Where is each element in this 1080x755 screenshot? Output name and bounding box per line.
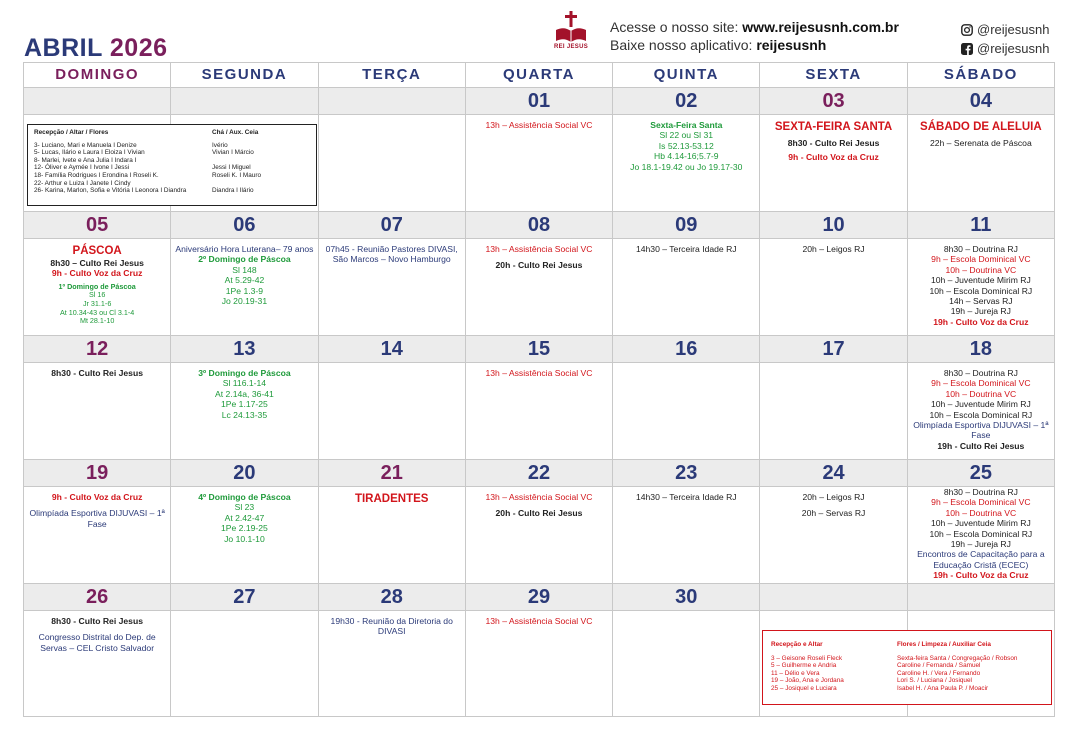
day-number: 07 [319, 212, 466, 239]
box-cell: Jessi I Miguel [212, 164, 251, 172]
day-number: 22 [466, 460, 613, 487]
event: 2º Domingo de Páscoa [198, 254, 291, 265]
reading: Jr 31.1-6 [82, 299, 112, 308]
box-cell [212, 180, 310, 188]
day-number [319, 88, 466, 115]
box-header: Flores / Limpeza / Auxiliar Ceia [897, 641, 991, 648]
event: 9h - Culto Voz da Cruz [51, 268, 143, 279]
day-cell [760, 238, 907, 336]
event: 07h45 - Reunião Pastores DIVASI, São Marcos – Novo Hamburgo [325, 244, 458, 265]
event: 8h30 – Doutrina RJ [943, 244, 1018, 254]
event: Encontros de Capacitação para a Educação Cristã (ECEC) [917, 549, 1045, 570]
weekday-tue: TERÇA [319, 63, 466, 88]
volunteer-schedule-box [27, 124, 317, 206]
day-number: 13 [171, 336, 318, 363]
box-cell: 25 – Josiquel e Luciara [771, 684, 837, 692]
instagram-handle[interactable]: @reijesusnh [977, 22, 1050, 37]
event: 14h – Servas RJ [949, 296, 1013, 307]
week-4-events [24, 486, 1055, 584]
day-cell [466, 114, 613, 212]
box-cell: Sexta-feira Santa / Congregação / Robson [897, 654, 1018, 662]
box-cell: Vivian I Márcio [212, 149, 254, 157]
month-title [24, 34, 168, 63]
box-header: Chá / Aux. Ceia [212, 129, 259, 136]
weekday-sat: SÁBADO [908, 63, 1055, 88]
day-cell [760, 486, 907, 584]
week-3-events [24, 362, 1055, 460]
day-cell [319, 114, 466, 212]
box-cell: Lori S. / Luciana / Josiquel [897, 677, 972, 685]
day-number: 08 [466, 212, 613, 239]
event: 20h – Servas RJ [801, 508, 866, 519]
event: Olimpíada Esportiva DIJUVASI – 1ª Fase [29, 508, 165, 529]
year: 2026 [109, 34, 168, 62]
day-number: 29 [466, 584, 613, 611]
reading: Jo 10.1-10 [224, 533, 265, 544]
event: 4º Domingo de Páscoa [198, 492, 291, 502]
event: 19h - Culto Rei Jesus [937, 440, 1025, 451]
event: 13h – Assistência Social VC [485, 368, 593, 378]
box-cell: 19 – João, Ana e Jordana [771, 677, 844, 685]
day-number: 06 [171, 212, 318, 239]
day-cell [613, 114, 760, 212]
event: 19h30 - Reunião da Diretoria do DIVASI [330, 616, 453, 637]
day-number: 28 [319, 584, 466, 611]
event: 10h – Juventude Mirim RJ [930, 275, 1031, 286]
event: Aniversário Hora Luterana– 79 anos [175, 244, 314, 254]
day-cell [319, 610, 466, 717]
event: 8h30 – Doutrina RJ [943, 487, 1018, 497]
day-number: 23 [613, 460, 760, 487]
day-number: 04 [908, 88, 1055, 115]
logo-text: REI JESUS [553, 44, 589, 50]
box-header: Recepção e Altar [771, 641, 823, 648]
event: 1º Domingo de Páscoa [58, 281, 136, 291]
day-number: 20 [171, 460, 318, 487]
event: 10h – Escola Dominical RJ [929, 409, 1033, 420]
day-number: 10 [760, 212, 907, 239]
event: 9h - Culto Voz da Cruz [788, 152, 879, 163]
site-info [610, 18, 899, 54]
reading: At 10.34-43 ou Cl 3.1-4 [59, 307, 135, 317]
day-cell [760, 114, 907, 212]
day-cell [24, 486, 171, 584]
box-cell: 3- Luciano, Mari e Manuela I Denize [34, 141, 137, 149]
weekday-fri: SEXTA [760, 63, 907, 88]
weekday-sun: DOMINGO [24, 63, 171, 88]
box-cell: Caroline / Fernanda / Samuel [897, 662, 981, 670]
day-number: 12 [24, 336, 171, 363]
weekday-thu: QUINTA [613, 63, 760, 88]
box-cell: Roseli K. I Mauro [212, 171, 262, 179]
day-number: 05 [24, 212, 171, 239]
reading: 1Pe 1.17-25 [221, 399, 268, 410]
day-number: 21 [319, 460, 466, 487]
social-links [960, 20, 1049, 58]
day-cell [171, 486, 318, 584]
day-number: 02 [613, 88, 760, 115]
app-prefix: Baixe nosso aplicativo: [610, 37, 757, 53]
weekday-header [24, 63, 1055, 88]
week-1-numbers [24, 88, 1055, 114]
day-number: 17 [760, 336, 907, 363]
day-number: 19 [24, 460, 171, 487]
reading: Hb 4.14-16;5.7-9 [654, 151, 719, 162]
event: 14h30 – Terceira Idade RJ [635, 244, 737, 254]
box-cell: 5- Lucas, Ilário e Laura I Eloiza I Vivian [34, 149, 145, 157]
box-cell: 26- Karina, Marlon, Sofia e Vitória I Leonora I Diandra [34, 187, 187, 195]
reading: Jo 18.1-19.42 ou Jo 19.17-30 [630, 161, 743, 172]
day-cell [24, 610, 171, 717]
week-2-events [24, 238, 1055, 336]
event: 19h – Jureja RJ [950, 539, 1011, 550]
week-5-numbers [24, 584, 1055, 610]
event: 9h – Escola Dominical VC [931, 378, 1031, 389]
event: 20h - Culto Rei Jesus [495, 260, 583, 271]
reading: Lc 24.13-35 [221, 409, 268, 420]
day-number: 09 [613, 212, 760, 239]
event: Congresso Distrital do Dep. de Servas – CEL Cristo Salvador [38, 632, 156, 653]
site-prefix: Acesse o nosso site: [610, 19, 743, 35]
day-number: 27 [171, 584, 318, 611]
day-number: 25 [908, 460, 1055, 487]
holiday-title: SEXTA-FEIRA SANTA [774, 121, 893, 133]
day-number: 11 [908, 212, 1055, 239]
event: 10h – Juventude Mirim RJ [930, 399, 1031, 410]
day-number: 01 [466, 88, 613, 115]
day-cell [613, 238, 760, 336]
event: 19h - Culto Voz da Cruz [933, 570, 1029, 581]
day-cell [171, 238, 318, 336]
event: 10h – Escola Dominical RJ [929, 528, 1033, 539]
reading: 1Pe 2.19-25 [221, 523, 268, 534]
day-cell [171, 362, 318, 460]
day-cell [760, 362, 907, 460]
box-cell: 8- Marlei, Ivete e Ana Julia I Indara I [34, 156, 137, 164]
day-cell [466, 486, 613, 584]
event: 10h – Juventude Mirim RJ [930, 518, 1031, 529]
day-cell [466, 610, 613, 717]
box-cell: 12- Óliver e Aymée I Ivone I Jessi [34, 164, 130, 172]
event: 10h – Doutrina VC [945, 388, 1017, 399]
box-cell: Ivério [212, 141, 228, 149]
day-cell [613, 486, 760, 584]
day-number: 18 [908, 336, 1055, 363]
event: 8h30 - Culto Rei Jesus [51, 616, 143, 626]
box-cell: Caroline H. / Vera / Fernando [897, 669, 981, 677]
reading: Sl 116.1-14 [222, 378, 267, 389]
event: 3º Domingo de Páscoa [198, 368, 291, 378]
day-cell [319, 238, 466, 336]
reading: At 2.42-47 [224, 512, 265, 523]
church-logo [553, 10, 589, 54]
box-cell: 18- Família Rodrigues I Erondina I Roseli K. [34, 171, 159, 179]
holiday-title: SÁBADO DE ALELUIA [920, 121, 1042, 133]
event: 14h30 – Terceira Idade RJ [635, 492, 737, 502]
congregation-schedule-box [762, 630, 1052, 705]
week-4-numbers [24, 460, 1055, 486]
event: 19h - Culto Voz da Cruz [933, 316, 1029, 327]
facebook-icon [960, 42, 973, 55]
day-cell [319, 486, 466, 584]
event: 9h – Escola Dominical VC [931, 497, 1031, 508]
box-cell: 5 – Guilherme e Andria [771, 662, 837, 670]
box-cell: 3 – Geisone Roseli Fleck [771, 654, 843, 662]
day-cell [908, 114, 1055, 212]
reading: 1Pe 1.3-9 [225, 285, 264, 296]
day-cell [908, 362, 1055, 460]
event: 10h – Escola Dominical RJ [929, 285, 1033, 296]
site-url[interactable]: www.reijesusnh.com.br [742, 19, 899, 35]
event: 13h – Assistência Social VC [485, 244, 593, 254]
day-cell [319, 362, 466, 460]
day-cell [908, 486, 1055, 584]
weekday-wed: QUARTA [466, 63, 613, 88]
month-name: ABRIL [24, 34, 103, 62]
holiday-title: TIRADENTES [354, 493, 429, 505]
app-name: reijesusnh [756, 37, 827, 53]
reading: Sl 148 [232, 264, 257, 275]
event: 20h - Culto Rei Jesus [495, 508, 583, 519]
event: 19h – Jureja RJ [950, 306, 1011, 317]
reading: Jo 20.19-31 [221, 296, 268, 307]
day-number [24, 88, 171, 115]
day-number: 03 [760, 88, 907, 115]
reading: At 2.14a, 36-41 [215, 388, 274, 399]
day-number: 14 [319, 336, 466, 363]
day-number [171, 88, 318, 115]
day-number: 16 [613, 336, 760, 363]
day-cell [908, 238, 1055, 336]
event: 9h – Escola Dominical VC [931, 254, 1031, 265]
day-number: 26 [24, 584, 171, 611]
weekday-mon: SEGUNDA [171, 63, 318, 88]
event: Olimpíada Esportiva DIJUVASI – 1ª Fase [913, 420, 1049, 441]
event: 20h – Leigos RJ [802, 492, 865, 502]
box-cell [212, 157, 310, 165]
event: Sexta-Feira Santa [650, 120, 723, 130]
event: 10h – Doutrina VC [945, 507, 1017, 518]
event: 13h – Assistência Social VC [485, 616, 593, 626]
facebook-handle[interactable]: @reijesusnh [977, 41, 1050, 56]
week-3-numbers [24, 336, 1055, 362]
reading: Sl 22 ou Sl 31 [659, 130, 714, 141]
event: 8h30 - Culto Rei Jesus [51, 368, 143, 378]
instagram-icon [960, 23, 973, 36]
event: 9h - Culto Voz da Cruz [51, 492, 143, 502]
event: 10h – Doutrina VC [945, 264, 1017, 275]
event: 13h – Assistência Social VC [485, 120, 593, 130]
event: 22h – Serenata de Páscoa [929, 138, 1032, 148]
event: 13h – Assistência Social VC [485, 492, 593, 502]
day-cell [466, 362, 613, 460]
cross-book-icon [553, 10, 589, 44]
box-header: Recepção / Altar / Flores [34, 129, 109, 136]
day-number: 24 [760, 460, 907, 487]
reading: Is 52.13-53.12 [658, 140, 714, 151]
box-cell: 11 – Délio e Vera [771, 669, 820, 677]
day-cell [613, 610, 760, 717]
holiday-title: PÁSCOA [72, 245, 122, 257]
event: 8h30 – Doutrina RJ [943, 368, 1018, 378]
day-number [908, 584, 1055, 611]
day-number [760, 584, 907, 611]
box-cell: Diandra I Ilário [212, 187, 254, 195]
box-cell: Isabel H. / Ana Paula P. / Moacir [897, 684, 989, 692]
day-cell [613, 362, 760, 460]
reading: Mt 28.1-10 [79, 316, 115, 326]
reading: Sl 16 [88, 290, 106, 300]
reading: Sl 23 [234, 502, 255, 513]
event: 8h30 - Culto Rei Jesus [787, 138, 880, 148]
reading: At 5.29-42 [224, 275, 265, 286]
day-number: 30 [613, 584, 760, 611]
day-cell [24, 362, 171, 460]
box-cell: 22- Arthur e Luiza I Janete I Cindy [34, 179, 131, 187]
day-cell [466, 238, 613, 336]
day-number: 15 [466, 336, 613, 363]
week-2-numbers [24, 212, 1055, 238]
event: 20h – Leigos RJ [802, 244, 865, 254]
day-cell [24, 238, 171, 336]
event: 8h30 – Culto Rei Jesus [50, 258, 144, 268]
day-cell [171, 610, 318, 717]
